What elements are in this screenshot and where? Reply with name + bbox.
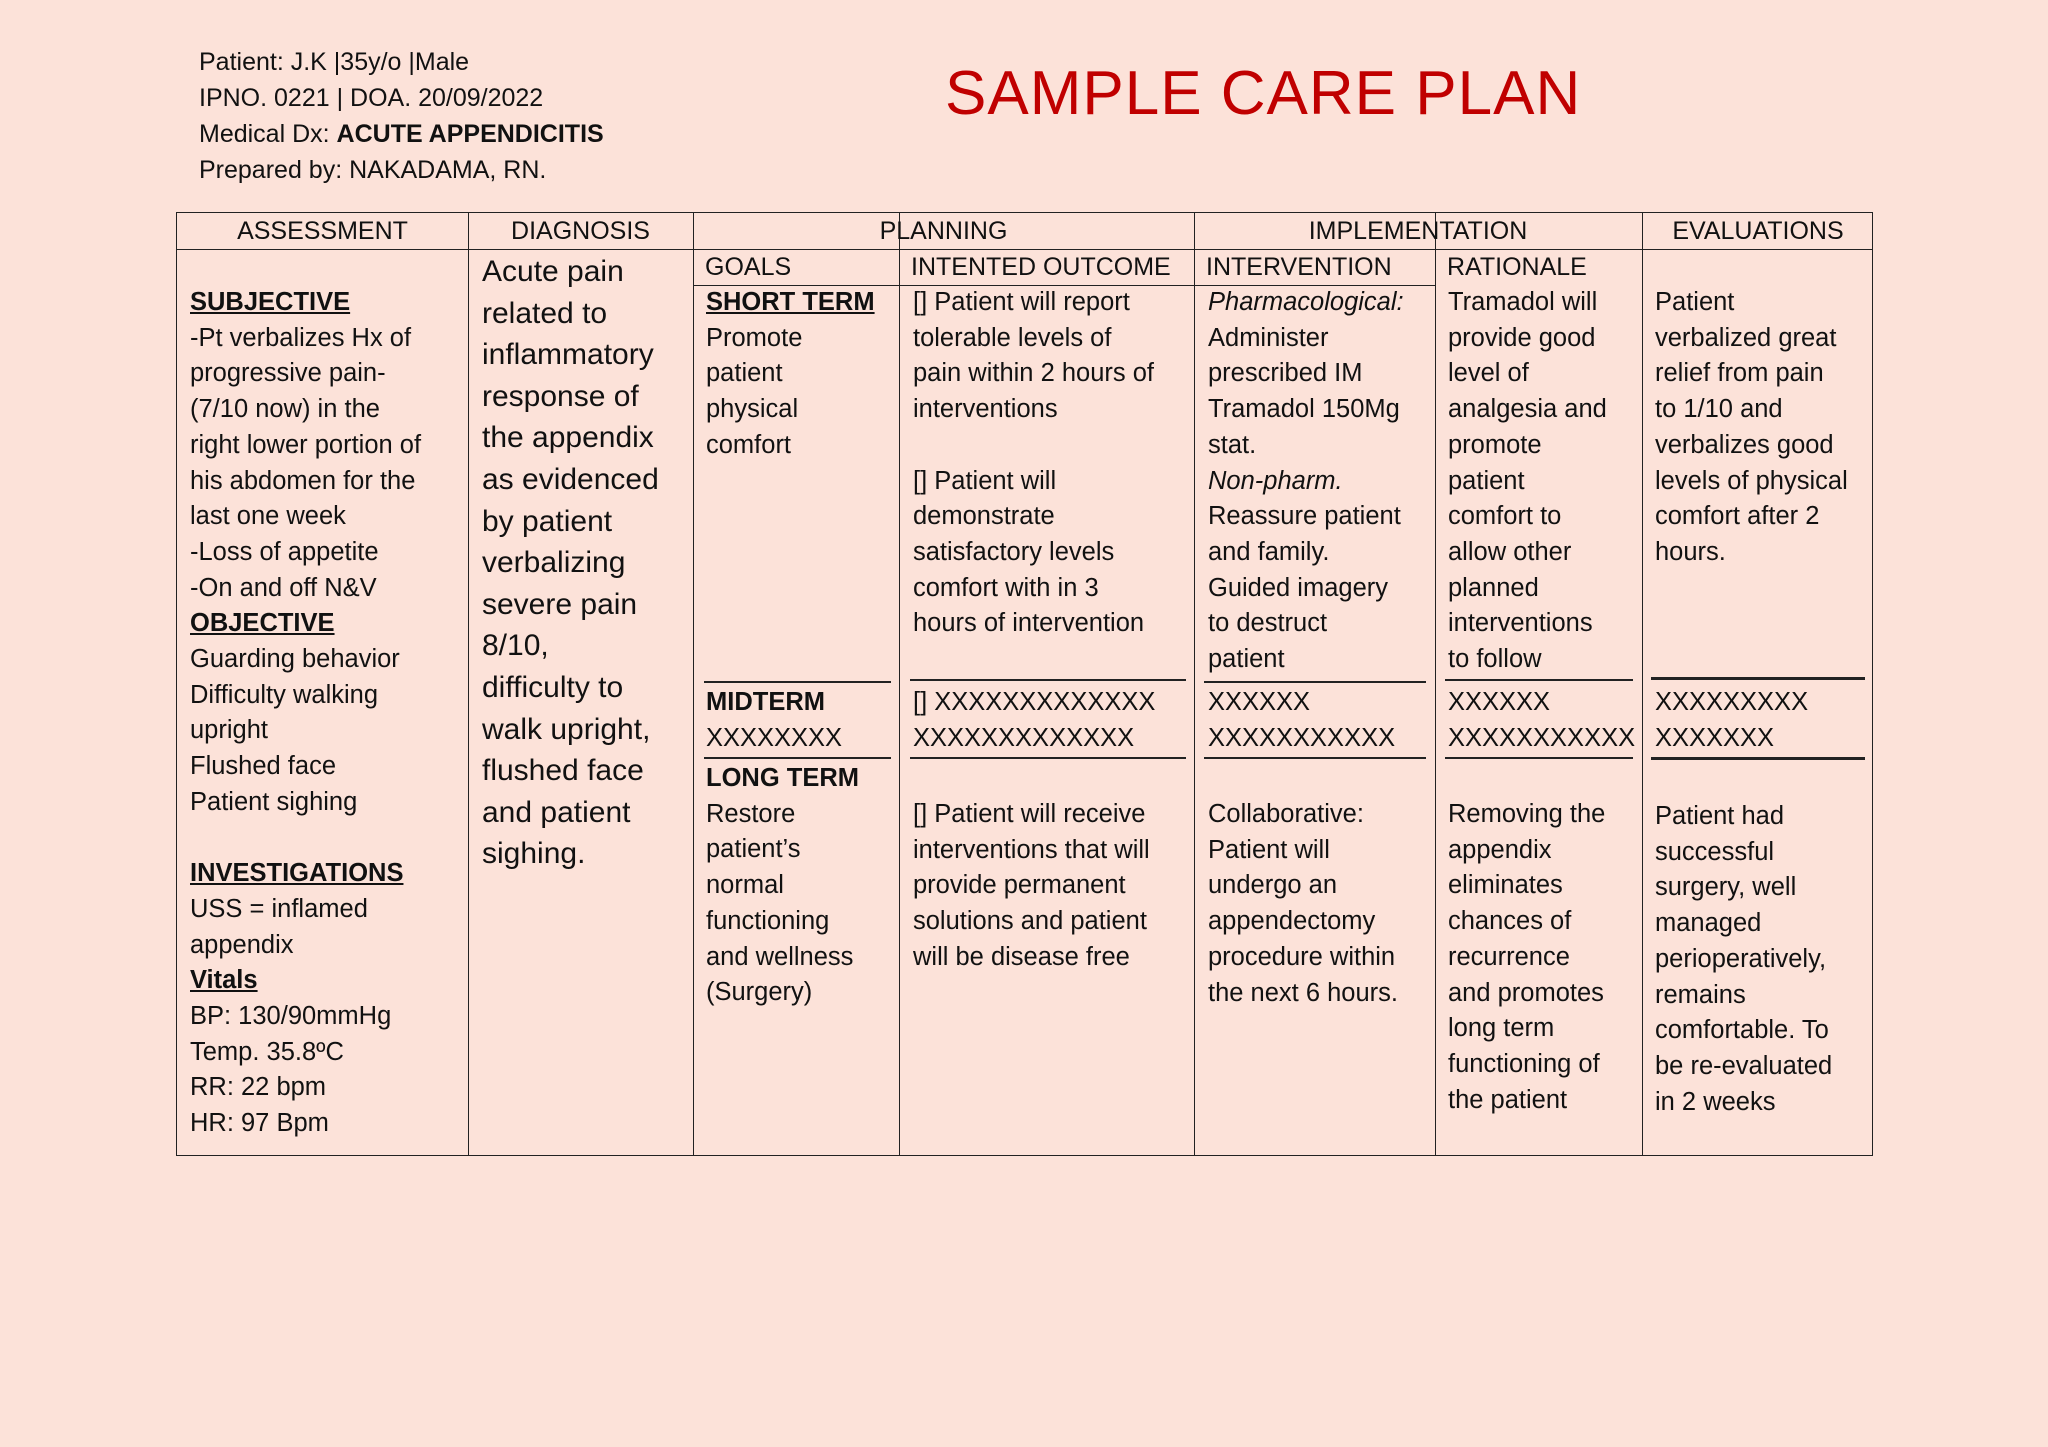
subjective-line: (7/10 now) in the [190, 395, 380, 424]
investigation-line: appendix [190, 930, 294, 959]
vital-line: Temp. 35.8ºC [190, 1037, 344, 1066]
intervention-line: undergo an [1208, 871, 1338, 900]
long-term-heading: LONG TERM [706, 764, 859, 792]
objective-line: Flushed face [190, 752, 337, 781]
diagnosis-line: 8/10, [482, 629, 549, 663]
subjective-heading: SUBJECTIVE [190, 288, 351, 316]
outcome-long-cell [913, 797, 1150, 976]
diagnosis-line [199, 116, 604, 152]
outcome-line: solutions and patient [913, 907, 1147, 936]
evaluation-line: XXXXXXXXX [1655, 688, 1809, 716]
vital-line: RR: 22 bpm [190, 1073, 327, 1102]
outcome-line: demonstrate [913, 502, 1055, 531]
rationale-line: level of [1448, 359, 1529, 388]
subjective-line: last one week [190, 502, 346, 531]
diagnosis-line: severe pain [482, 587, 638, 621]
header-assessment: ASSESSMENT [237, 216, 408, 245]
rationale-line: functioning of [1448, 1049, 1600, 1078]
rationale-line: the patient [1448, 1085, 1568, 1114]
vitals-heading: Vitals [190, 966, 258, 995]
prepared-by-line: Prepared by: NAKADAMA, RN. [199, 156, 547, 184]
evaluation-line: levels of physical [1655, 466, 1848, 495]
outcome-line: [] Patient will report [913, 288, 1130, 316]
header-rationale: RATIONALE [1447, 252, 1587, 281]
subjective-line: -On and off N&V [190, 573, 377, 602]
header-planning: PLANNING [879, 216, 1008, 245]
evaluation-line: successful [1655, 837, 1775, 866]
outcome-line: [] Patient will [913, 466, 1057, 495]
investigations-heading: INVESTIGATIONS [190, 859, 404, 888]
header-outcome: INTENTED OUTCOME [911, 252, 1171, 281]
goal-line: patient [706, 359, 783, 388]
subjective-line: right lower portion of [190, 430, 422, 459]
goal-line: patient’s [706, 835, 801, 864]
evaluation-short-cell [1655, 285, 1848, 571]
evaluation-line: Patient [1655, 288, 1735, 316]
rationale-short-cell [1448, 285, 1607, 678]
outcome-line: pain within 2 hours of [913, 359, 1154, 388]
investigation-line: USS = inflamed [190, 894, 368, 923]
outcome-short-cell [913, 285, 1154, 642]
outcome-line: comfort with in 3 [913, 573, 1099, 602]
evaluation-line: to 1/10 and [1655, 395, 1783, 424]
diagnosis-cell [482, 251, 659, 875]
intervention-line: procedure within [1208, 942, 1396, 971]
evaluation-line: surgery, well [1655, 873, 1797, 902]
diagnosis-line: inflammatory [482, 338, 654, 372]
diagnosis-line: sighing. [482, 837, 586, 871]
goals-long-cell [706, 761, 859, 1011]
diagnosis-line: as evidenced [482, 462, 659, 496]
intervention-line: XXXXXXXXXXX [1208, 723, 1396, 752]
outcome-line: [] XXXXXXXXXXXXX [913, 688, 1156, 716]
objective-heading: OBJECTIVE [190, 609, 335, 638]
ipno-line: IPNO. 0221 | DOA. 20/09/2022 [199, 84, 544, 112]
rationale-line: planned [1448, 573, 1539, 602]
goal-line: Restore [706, 799, 796, 828]
header-diagnosis: DIAGNOSIS [511, 216, 650, 245]
rationale-line: appendix [1448, 835, 1552, 864]
diagnosis-line: and patient [482, 795, 631, 829]
dx-label: Medical Dx: [199, 120, 337, 148]
subjective-line: -Loss of appetite [190, 537, 379, 566]
outcome-line: hours of intervention [913, 609, 1145, 638]
dx-value: ACUTE APPENDICITIS [336, 120, 604, 148]
intervention-line: Collaborative: [1208, 800, 1364, 828]
diagnosis-line: verbalizing [482, 546, 626, 580]
header-intervention: INTERVENTION [1206, 252, 1392, 281]
intervention-line: to destruct [1208, 609, 1328, 638]
intervention-line: Reassure patient [1208, 502, 1401, 531]
vital-line: HR: 97 Bpm [190, 1109, 329, 1138]
outcome-mid-cell [913, 685, 1155, 756]
subjective-line: progressive pain- [190, 359, 386, 388]
evaluation-line: hours. [1655, 537, 1726, 566]
goal-line: normal [706, 871, 784, 900]
rationale-line: provide good [1448, 323, 1596, 352]
evaluation-line: be re-evaluated [1655, 1051, 1833, 1080]
evaluation-line: XXXXXXX [1655, 723, 1775, 752]
intervention-line: stat. [1208, 430, 1257, 459]
evaluation-line: comfort after 2 [1655, 502, 1820, 531]
rationale-line: promote [1448, 430, 1542, 459]
diagnosis-line: difficulty to [482, 670, 624, 704]
outcome-line: [] Patient will receive [913, 800, 1146, 828]
outcome-line: tolerable levels of [913, 323, 1112, 352]
intervention-line: appendectomy [1208, 907, 1376, 936]
intervention-line: Tramadol 150Mg [1208, 395, 1400, 424]
rationale-line: long term [1448, 1014, 1555, 1043]
rationale-line: allow other [1448, 537, 1572, 566]
objective-line: Guarding behavior [190, 645, 400, 674]
evaluation-line: perioperatively, [1655, 944, 1827, 973]
rationale-line: recurrence [1448, 942, 1570, 971]
intervention-long-cell [1208, 797, 1398, 1011]
evaluation-line: in 2 weeks [1655, 1087, 1776, 1116]
goal-line: comfort [706, 430, 792, 459]
intervention-short-cell [1208, 285, 1404, 678]
rationale-line: comfort to [1448, 502, 1562, 531]
rationale-line: eliminates [1448, 871, 1563, 900]
evaluation-line: verbalizes good [1655, 430, 1834, 459]
page-title: SAMPLE CARE PLAN [945, 59, 1582, 128]
rationale-line: XXXXXXXXXXX [1448, 723, 1636, 752]
rationale-line: analgesia and [1448, 395, 1607, 424]
goal-line: XXXXXXXX [706, 723, 843, 752]
evaluation-mid-cell [1655, 685, 1808, 756]
assessment-cell [190, 285, 421, 1142]
goal-line: physical [706, 395, 799, 424]
diagnosis-line: by patient [482, 504, 613, 538]
intervention-line: Patient will [1208, 835, 1330, 864]
goal-line: Promote [706, 323, 803, 352]
diagnosis-line: walk upright, [482, 712, 651, 746]
intervention-line: XXXXXX [1208, 688, 1311, 716]
intervention-line: Administer [1208, 323, 1329, 352]
intervention-line: Guided imagery [1208, 573, 1389, 602]
pharmacological-label: Pharmacological: [1208, 288, 1404, 316]
outcome-line: interventions [913, 395, 1058, 424]
subjective-line: his abdomen for the [190, 466, 416, 495]
intervention-line: patient [1208, 645, 1285, 674]
vital-line: BP: 130/90mmHg [190, 1002, 392, 1031]
rationale-line: Tramadol will [1448, 288, 1598, 316]
rationale-line: and promotes [1448, 978, 1604, 1007]
short-term-heading: SHORT TERM [706, 288, 875, 316]
diagnosis-line: response of [482, 379, 639, 413]
patient-info [199, 44, 604, 188]
rationale-line: Removing the [1448, 800, 1606, 828]
non-pharm-label: Non-pharm. [1208, 466, 1343, 495]
evaluation-line: relief from pain [1655, 359, 1824, 388]
evaluation-line: Patient had [1655, 802, 1785, 830]
evaluation-long-cell [1655, 799, 1832, 1120]
rationale-mid-cell [1448, 685, 1635, 756]
diagnosis-line: the appendix [482, 421, 654, 455]
outcome-line: provide permanent [913, 871, 1126, 900]
header-implementation: IMPLEMENTATION [1308, 216, 1528, 245]
intervention-mid-cell [1208, 685, 1395, 756]
evaluation-line: managed [1655, 909, 1762, 938]
outcome-line: satisfactory levels [913, 537, 1115, 566]
rationale-line: chances of [1448, 907, 1572, 936]
objective-line: upright [190, 716, 268, 745]
rationale-long-cell [1448, 797, 1605, 1118]
rationale-line: patient [1448, 466, 1525, 495]
goals-mid-cell [706, 685, 842, 756]
header-evaluations: EVALUATIONS [1672, 216, 1844, 245]
rationale-line: to follow [1448, 645, 1542, 674]
rationale-line: XXXXXX [1448, 688, 1551, 716]
rationale-line: interventions [1448, 609, 1593, 638]
header-goals: GOALS [705, 252, 792, 281]
evaluation-line: comfortable. To [1655, 1016, 1829, 1045]
outcome-line: XXXXXXXXXXXXX [913, 723, 1135, 752]
objective-line: Patient sighing [190, 787, 358, 816]
goal-line: (Surgery) [706, 978, 813, 1007]
goal-line: and wellness [706, 942, 854, 971]
diagnosis-line: Acute pain [482, 255, 624, 288]
care-plan-table [176, 212, 1873, 1156]
intervention-line: the next 6 hours. [1208, 978, 1398, 1007]
objective-line: Difficulty walking [190, 680, 379, 709]
midterm-heading: MIDTERM [706, 688, 825, 716]
goals-short-cell [706, 285, 875, 464]
outcome-line: will be disease free [913, 942, 1130, 971]
patient-line: Patient: J.K |35y/o |Male [199, 48, 470, 76]
goal-line: functioning [706, 906, 830, 935]
diagnosis-line: related to [482, 296, 608, 330]
evaluation-line: remains [1655, 980, 1746, 1009]
diagnosis-line: flushed face [482, 754, 644, 788]
intervention-line: prescribed IM [1208, 359, 1363, 388]
outcome-line: interventions that will [913, 835, 1150, 864]
intervention-line: and family. [1208, 537, 1330, 566]
subjective-line: -Pt verbalizes Hx of [190, 323, 412, 352]
evaluation-line: verbalized great [1655, 323, 1837, 352]
